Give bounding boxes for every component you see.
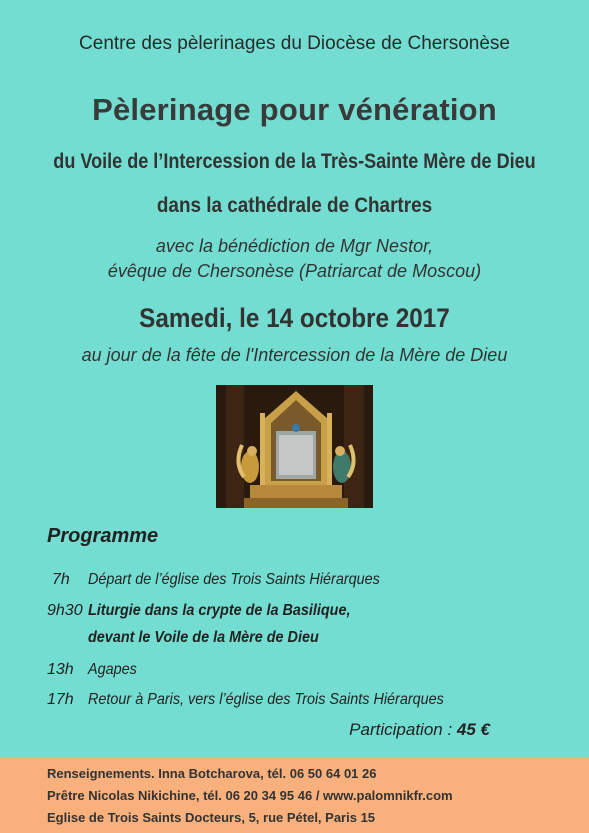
title-line3: dans la cathédrale de Chartres [156, 194, 433, 217]
programme-time: 13h [47, 661, 74, 678]
event-date: Samedi, le 14 octobre 2017 [139, 303, 450, 333]
footer-line1: Renseignements. Inna Botcharova, tél. 06 50 64 01 26 [47, 766, 377, 781]
reliquary-image [216, 385, 373, 508]
programme-time: 17h [47, 691, 74, 708]
organization: Centre des pèlerinages du Diocèse de Chersonèse [79, 33, 510, 54]
participation [349, 720, 490, 740]
footer-contact [0, 757, 589, 833]
blessing [0, 234, 589, 284]
programme-title: Programme [47, 525, 159, 547]
title-line1: Pèlerinage pour vénération [92, 92, 497, 127]
participation-label: Participation : [349, 720, 453, 739]
programme-desc-line2: devant le Voile de la Mère de Dieu [88, 629, 319, 646]
programme-desc: Départ de l’église des Trois Saints Hiérarques [88, 571, 380, 588]
programme-item-7h [0, 571, 589, 591]
programme-item-17h [0, 691, 589, 711]
blessing-line2: évêque de Chersonèse (Patriarcat de Moscou) [107, 261, 482, 281]
participation-price: 45 € [456, 720, 490, 739]
programme-item-13h [0, 661, 589, 681]
footer-line3: Eglise de Trois Saints Docteurs, 5, rue Pétel, Paris 15 [47, 810, 376, 825]
feast-line: au jour de la fête de l'Intercession de la Mère de Dieu [81, 345, 508, 365]
blessing-line1: avec la bénédiction de Mgr Nestor, [155, 236, 434, 256]
programme-desc: Agapes [88, 661, 137, 678]
footer-line2: Prêtre Nicolas Nikichine, tél. 06 20 34 95 46 / www.palomnikfr.com [47, 788, 453, 803]
programme-time: 9h30 [47, 602, 83, 619]
reliquary-illustration [216, 385, 373, 508]
title-line2: du Voile de l’Intercession de la Très-Sainte Mère de Dieu [53, 150, 536, 173]
programme-time: 7h [52, 571, 70, 588]
programme-desc: Retour à Paris, vers l’église des Trois Saints Hiérarques [88, 691, 444, 708]
programme-item-9h30 [0, 602, 589, 648]
programme-desc: Liturgie dans la crypte de la Basilique, [88, 602, 351, 619]
